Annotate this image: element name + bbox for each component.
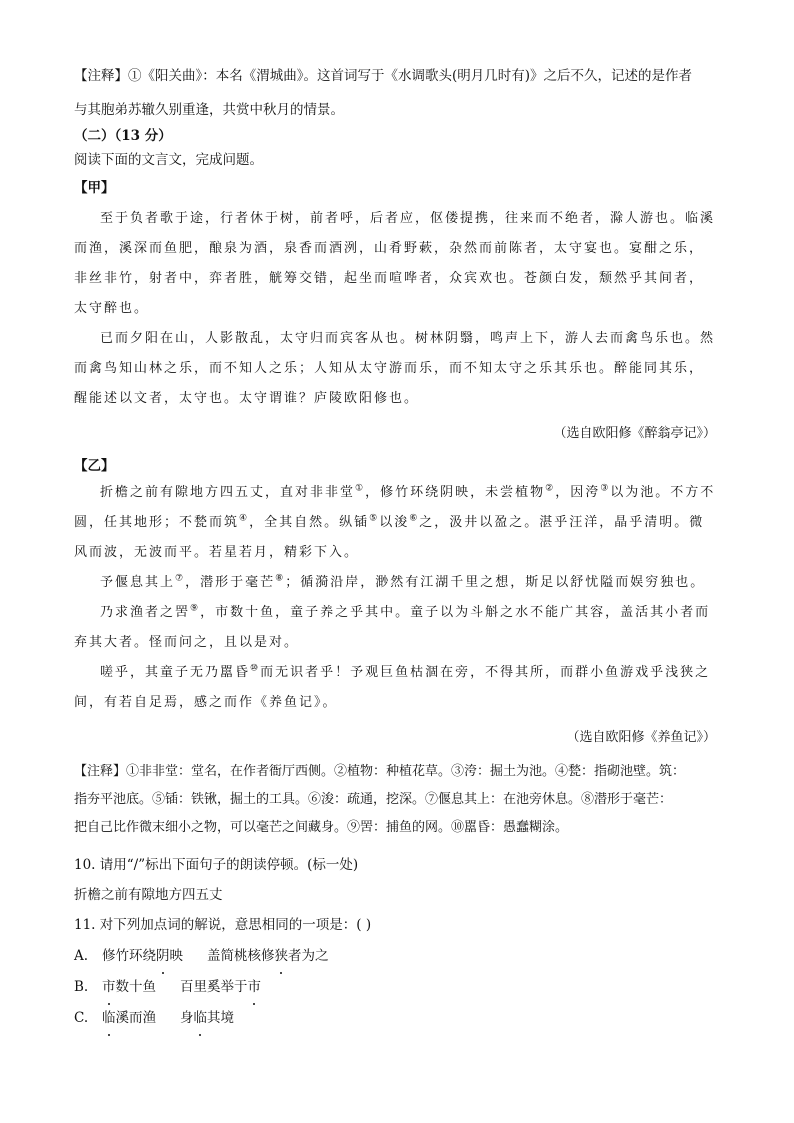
yi-p2-seg-a: 予偃息其上 — [100, 575, 176, 590]
note-ref-5: ⑤ — [369, 513, 380, 524]
top-note — [74, 64, 716, 122]
question-10-prompt: 10. 请用“/”标出下面句子的朗读停顿。(标一处) — [74, 857, 359, 873]
top-note-line-2: 与其胞弟苏辙久别重逢，共赏中秋月的情景。 — [74, 102, 344, 118]
yi-p1-seg-c: ，因洿 — [555, 485, 601, 500]
option-phrase-2 — [180, 979, 261, 995]
question-11 — [74, 910, 716, 1034]
dotted-word: 市 — [102, 972, 116, 1003]
yi-paragraph-1 — [74, 478, 716, 568]
yi-p4-seg-a: 嗟乎，其童子无乃嚚昏 — [100, 665, 251, 680]
section-title: （二）（13 分） — [74, 128, 172, 144]
yi-paragraph-2 — [74, 568, 716, 598]
yi-notes-line-2: 指夯平池底。⑤锸：铁锹，掘土的工具。⑥浚：疏通，挖深。⑦偃息其上：在池旁休息。⑧潜形于毫芒： — [74, 792, 673, 807]
phrase-post: 数十鱼 — [115, 979, 156, 995]
option-a[interactable] — [74, 941, 716, 972]
jia-source: （选自欧阳修《醉翁亭记》） — [553, 426, 716, 441]
yi-source: （选自欧阳修《养鱼记》） — [566, 730, 716, 745]
note-ref-10: ⑩ — [250, 663, 261, 674]
yi-p2-seg-b: ，潜形于毫芒 — [185, 575, 276, 590]
option-phrase-2 — [180, 1010, 234, 1026]
yi-p3-seg-b: ，市数十鱼，童子养之乎其中。童子以为斗斛之水不能广其容，盖活其小者而弃其大者。怪而问之，且以是对。 — [74, 605, 711, 650]
option-letter: A. — [74, 948, 89, 964]
note-ref-8: ⑧ — [275, 573, 286, 584]
dotted-word: 阴 — [156, 941, 170, 972]
yi-p1-seg-d: 以为池。不方不圆，任其地形；不甃而筑 — [74, 485, 716, 530]
option-c[interactable] — [74, 1003, 716, 1034]
yi-label: 【乙】 — [74, 458, 115, 474]
option-phrase-1 — [102, 972, 156, 1003]
note-ref-1: ① — [355, 483, 366, 494]
phrase-post: 其境 — [207, 1010, 234, 1026]
phrase-post: 映 — [169, 948, 183, 964]
option-letter: B. — [74, 979, 89, 995]
top-note-line-1: 【注释】①《阳关曲》：本名《渭城曲》。这首词写于《水调歌头(明月几时有)》之后不久，记述的是作者 — [74, 68, 693, 84]
section-instruction: 阅读下面的文言文，完成问题。 — [74, 152, 263, 168]
question-10-sentence: 折檐之前有隙地方四五丈 — [74, 887, 223, 903]
yi-p3-seg-a: 乃求渔者之罟 — [100, 605, 191, 620]
question-10 — [74, 850, 716, 910]
note-ref-6: ⑥ — [409, 513, 420, 524]
option-phrase-1 — [102, 1003, 156, 1034]
yi-notes — [74, 758, 716, 842]
jia-label: 【甲】 — [74, 180, 115, 196]
yi-paragraph-4 — [74, 658, 716, 718]
yi-notes-line-3: 把自己比作微末细小之物，可以毫芒之间藏身。⑨罟：捕鱼的网。⑩嚚昏：愚蠢糊涂。 — [74, 820, 569, 835]
note-ref-3: ③ — [600, 483, 611, 494]
phrase-post: 者为之 — [288, 948, 329, 964]
yi-p1-seg-f: 以浚 — [379, 515, 410, 530]
option-letter: C. — [74, 1010, 89, 1026]
yi-p1-seg-b: ，修竹环绕阴映，未尝植物 — [365, 485, 546, 500]
option-phrase-1 — [102, 941, 183, 972]
phrase-pre: 盖简桃核修 — [207, 948, 275, 964]
dotted-word: 狭 — [275, 941, 289, 972]
option-phrase-2 — [207, 948, 329, 964]
question-11-prompt: 11. 对下列加点词的解说，意思相同的一项是：( ) — [74, 917, 372, 933]
phrase-pre: 修竹环绕 — [102, 948, 156, 964]
yi-p2-seg-c: ；循漪沿岸，渺然有江湖千里之想，斯足以舒忧隘而娱穷独也。 — [285, 575, 706, 590]
jia-paragraph-2: 已而夕阳在山，人影散乱，太守归而宾客从也。树林阴翳，鸣声上下，游人去而禽鸟乐也。然而禽鸟知山林之乐，而不知人之乐；人知从太守游而乐，而不知太守之乐其乐也。醉能同其乐，醒能述以文者，太守也。太守谓谁？庐陵欧阳修也。 — [74, 331, 716, 406]
yi-notes-line-1: 【注释】①非非堂：堂名，在作者衙厅西侧。②植物：种植花草。③洿：掘土为池。④甃：指砌池壁。筑： — [74, 764, 686, 779]
yi-p1-seg-g: 之，汲井以盈之。湛乎汪洋，晶乎清明。微风而波，无波而平。若星若月，精彩下入。 — [74, 515, 705, 560]
note-ref-2: ② — [545, 483, 556, 494]
yi-p4-seg-b: 而无识者乎！予观巨鱼枯涸在旁，不得其所，而群小鱼游戏乎浅狭之间，有若自足焉，感之而作《养鱼记》。 — [74, 665, 711, 710]
option-b[interactable] — [74, 972, 716, 1003]
note-ref-4: ④ — [239, 513, 250, 524]
dotted-word: 临 — [194, 1003, 208, 1034]
yi-p1-seg-e: ，全其自然。纵锸 — [249, 515, 370, 530]
note-ref-9: ⑨ — [190, 603, 201, 614]
note-ref-7: ⑦ — [175, 573, 186, 584]
yi-paragraph-3 — [74, 598, 716, 658]
jia-paragraph-1: 至于负者歌于途，行者休于树，前者呼，后者应，伛偻提携，往来而不绝者，滁人游也。临溪而渔，溪深而鱼肥，酿泉为酒，泉香而酒洌，山肴野蔌，杂然而前陈者，太守宴也。宴酣之乐，非丝非竹，射者中，弈者胜，觥筹交错，起坐而喧哗者，众宾欢也。苍颜白发，颓然乎其间者，太守醉也。 — [74, 211, 716, 316]
dotted-word: 市 — [248, 972, 262, 1003]
yi-p1-seg-a: 折檐之前有隙地方四五丈，直对非非堂 — [100, 485, 356, 500]
dotted-word: 临 — [102, 1003, 116, 1034]
phrase-pre: 身 — [180, 1010, 194, 1026]
phrase-post: 溪而渔 — [115, 1010, 156, 1026]
phrase-pre: 百里奚举于 — [180, 979, 248, 995]
